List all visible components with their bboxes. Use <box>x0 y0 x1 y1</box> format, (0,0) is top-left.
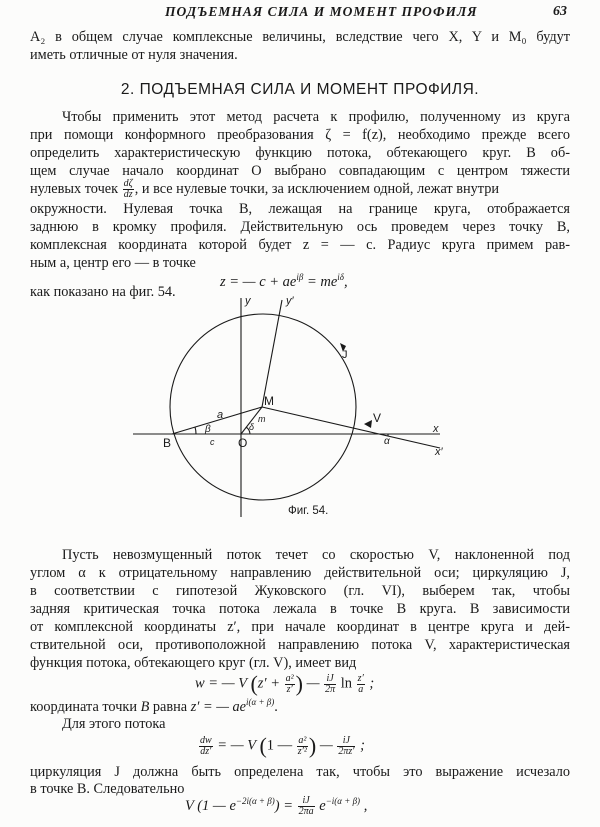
p2-line-5: от комплексной координаты z′, при начале координат в центре круга и дей- <box>30 619 570 635</box>
label-B: B <box>163 436 172 450</box>
label-c: c <box>210 437 215 447</box>
label-delta: δ <box>249 422 255 432</box>
label-y-prime: y′ <box>286 295 294 307</box>
label-x: x <box>433 423 439 435</box>
dzeta-dz-fraction: $\frac{d\zeta}{dz}$ <box>123 178 133 200</box>
intro-line-1: A₂ в общем случае комплексные величины, вследствие чего X, Y и M₀ будут <box>30 29 570 45</box>
p2-line-7: функция потока, обтекающего круг (гл. V), имеет вид <box>30 655 357 671</box>
flow-arrow-icon <box>364 420 372 428</box>
p1-line-5-b: , и все нулевые точки, за исключением одной, лежат внутри <box>134 180 500 197</box>
a2-over-zprime: $\frac{\text{a²}}{z'}$ <box>285 672 294 695</box>
formula-dw: $\frac{dw}{dz'}$ = — V (1 — $\frac{\text{a²}}{\text{z′²}}$ ) — $\frac{iJ}{2\pi z'}$ ; <box>200 733 365 758</box>
p1-after-formula: как показано на фиг. 54. <box>30 284 176 300</box>
dw-over-dzprime: $\frac{dw}{dz'}$ <box>200 734 212 757</box>
y-prime-axis <box>262 300 282 407</box>
p1-line-1: Чтобы применить этот метод расчета к профилю, полученному из круга <box>62 109 570 125</box>
p1-line-9: ным a, центр его — в точке <box>30 255 196 271</box>
p2-line-4: задняя критическая точка потока лежала в точке B круга. В зависимости <box>30 601 570 617</box>
iJ-over-2pi: $\frac{iJ}{2\pi}$ <box>325 672 336 695</box>
p2-line-6: ствительной оси, противоположной направлению потока V, характеристическая <box>30 637 570 653</box>
p3-line-1: циркуляция J должна быть определена так, чтобы это выражение исчезало <box>30 764 570 780</box>
iJ-over-2pi-zprime: $\frac{iJ}{2\pi z'}$ <box>338 734 355 757</box>
p3-lead: Для этого потока <box>62 716 166 732</box>
p2-line-1: Пусть невозмущенный поток течет со скоростью V, наклоненной под <box>62 547 570 563</box>
p1-line-4: щем случае начало координат O выбрано совпадающим с центром тяжести <box>30 163 570 179</box>
p2-line-3: в соответствии с гипотезой Жуковского (гл. VI), выберем так, чтобы <box>30 583 570 599</box>
p3-line-2: в точке B. Следовательно <box>30 781 185 797</box>
formula-final: V (1 — $e^{-2i(\alpha + \beta)}$) = $\frac{iJ}{2\pi a}$ $e^{-i(\alpha + \beta)}$ , <box>185 795 368 817</box>
label-alpha: α <box>384 436 390 447</box>
label-V: V <box>373 411 382 425</box>
intro-line-2: иметь отличные от нуля значения. <box>30 47 238 63</box>
label-a: a <box>217 409 224 421</box>
p2-line-2: углом α к отрицательному направлению действительной оси; циркуляцию J, <box>30 565 570 581</box>
label-y: y <box>245 295 251 307</box>
a2-over-zprime2: $\frac{\text{a²}}{\text{z′²}}$ <box>297 734 307 757</box>
label-O: O <box>238 436 248 450</box>
p1-line-6: окружности. Нулевая точка B, лежащая на границе круга, отображается <box>30 201 570 217</box>
beta-arc <box>195 427 196 434</box>
label-m: m <box>258 414 266 424</box>
formula-center: z = — $c + ae^{i\beta} = me^{i\delta}$, <box>220 272 348 290</box>
label-M: M <box>264 394 274 408</box>
p1-line-3: определить характеристическую функцию потока, обтекающего круг. В об- <box>30 145 570 161</box>
label-beta: β <box>205 424 211 435</box>
page-number: 63 <box>553 4 567 19</box>
p1-line-2: при помощи конформного преобразования ζ = f(z), необходимо прежде всего <box>30 127 570 143</box>
x-prime-axis <box>262 407 440 448</box>
label-x-prime: x′ <box>435 446 443 458</box>
section-title: 2. ПОДЪЕМНАЯ СИЛА И МОМЕНТ ПРОФИЛЯ. <box>120 81 480 98</box>
iJ-over-2pi-a: $\frac{iJ}{2\pi a}$ <box>298 795 314 817</box>
formula-w: w = — V (z′ + $\frac{\text{a²}}{z'}$ ) — $\frac{iJ}{2\pi}$ ln $\frac{z'}{a}$ ; <box>195 671 375 696</box>
running-title: ПОДЪЕМНАЯ СИЛА И МОМЕНТ ПРОФИЛЯ <box>165 4 478 19</box>
coord-line: координата точки B равна z′ = — $ae^{i(\alpha + \beta)}$. <box>30 697 278 715</box>
label-J: J <box>342 349 348 361</box>
zprime-over-a: $\frac{z'}{a}$ <box>357 672 364 695</box>
p1-line-8: комплексная координата которой будет z = — c. Радиус круга примем рав- <box>30 237 570 253</box>
p1-line-5-a: нулевых точек <box>30 180 119 197</box>
figure-caption: Фиг. 54. <box>288 505 329 517</box>
p1-line-7: заднюю в кромку профиля. Действительную ось проведем через точку B, <box>30 219 570 235</box>
